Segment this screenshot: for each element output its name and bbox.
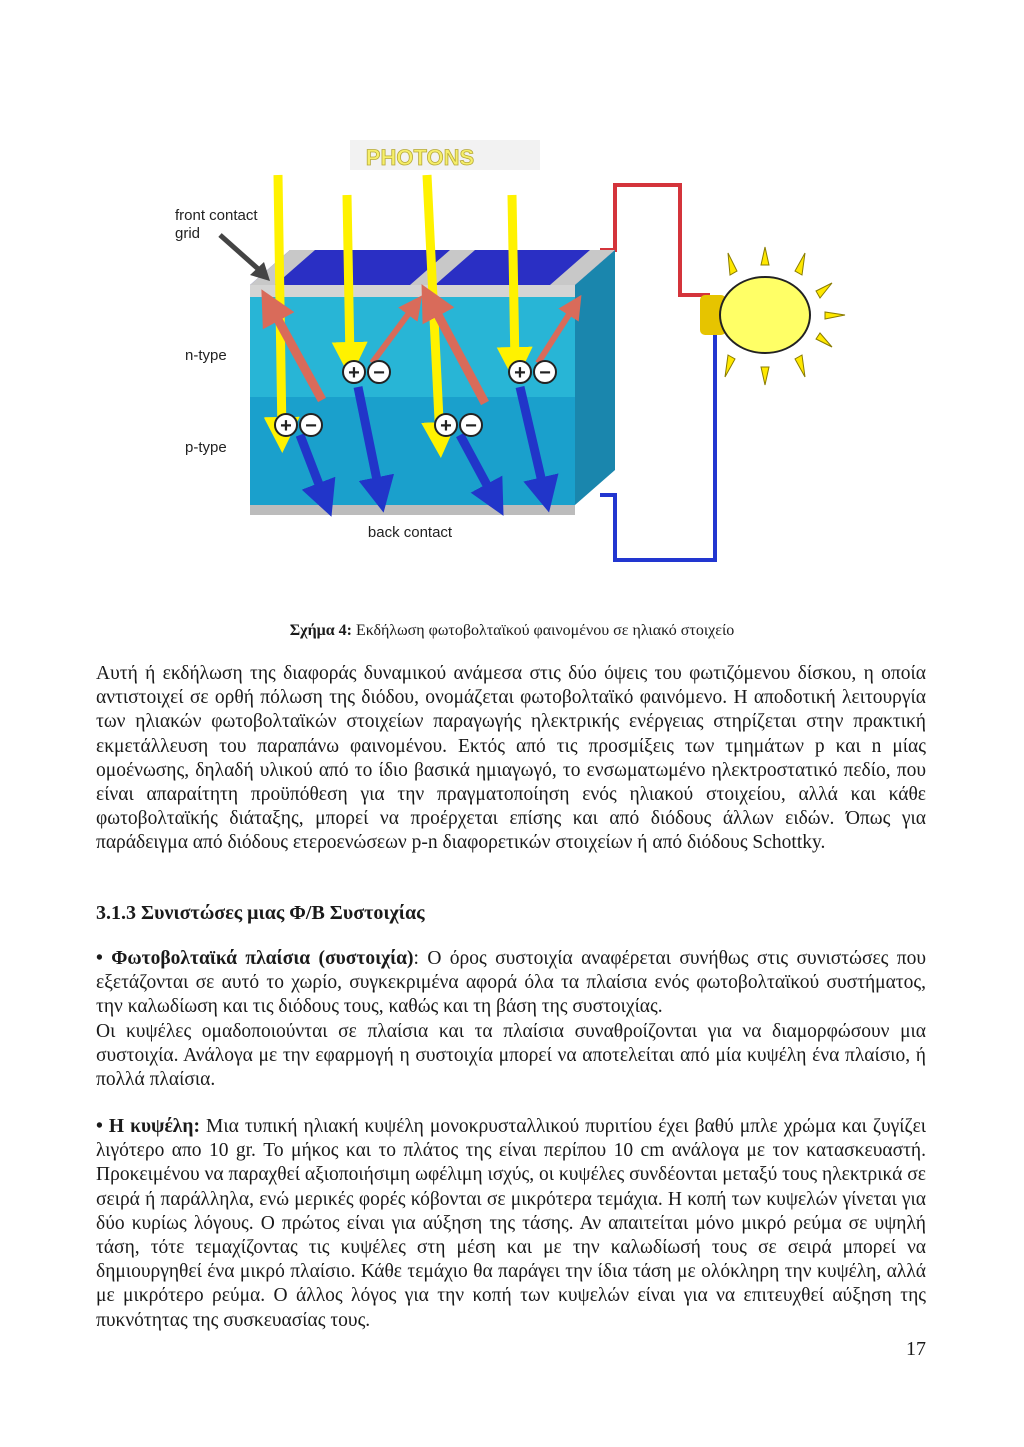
wire-top [600,185,710,295]
minus-sign: − [539,362,551,384]
page-number: 17 [906,1338,926,1360]
plus-sign: + [440,415,452,437]
n-type-label: n-type [185,347,227,364]
photon-arrow [347,195,350,360]
caption-label: Σχήμα 4: [289,622,352,639]
bullet-item-cell [96,1115,926,1333]
grid-front [250,285,575,297]
minus-sign: − [305,415,317,437]
back-contact-plate [250,505,575,515]
figure-caption [0,620,1024,642]
plus-sign: + [514,362,526,384]
plus-sign: + [348,362,360,384]
bullet-label: Φωτοβολταϊκά πλαίσια (συστοιχία) [111,948,414,969]
minus-sign: − [373,362,385,384]
bullet-text: : Ο όρος συστοιχία αναφέρεται συνήθως στις συνιστώσες που εξετάζονται σε αυτό το χωρίο, συγκεκριμένα αφορά όλα τα πλαίσια ενός φωτοβολταϊκού συστήματος, την καλωδίωση και τις διόδους τους, καθώς και τη βάση της συστοιχίας. [96,948,926,1018]
bullet-item-modules [96,947,926,1020]
photon-arrow [278,175,282,435]
p-type-label: p-type [185,439,227,456]
solar-cell-diagram [140,135,860,575]
bullet-text: Μια τυπική ηλιακή κυψέλη μονοκρυσταλλικού πυριτίου έχει βαθύ μπλε χρώμα και ζυγίζει λιγότερο απο 10 gr. Το μήκος και το πλάτος της είναι περίπου 10 cm ανάλογα με τον κατασκευαστή. Προκειμένου να παραχθεί αξιοποιήσιμη ωφέλιμη ισχύς, οι κυψέλες συνδέονται μεταξύ τους ηλεκτρικά σε σειρά ή παράλληλα, ενώ μερικές φορές κόβονται σε μικρότερα τεμάχια. Η κοπή των κυψελών γίνεται για δύο κυρίως λόγους. Ο πρώτος είναι για αύξηση της τάσης. Αν απαιτείται μόνο μικρό ρεύμα σε υψηλή τάση, τότε τεμαχίζοντας τις κυψέλες στη μέση και με την καλωδίωσή τους σε σειρά μπορεί να δημιουργηθεί ένα μικρό πλαίσιο. Κάθε τεμάχιο θα παράγει την ίδια τάση με ολόκληρη την κυψέλη, αλλά με μικρότερο ρεύμα. Ο άλλος λόγος για την κοπή των κυψελών είναι για να επιτευχθεί αύξηση της πυκνότητας της συσκευασίας τους. [96,1116,927,1331]
section-heading: 3.1.3 Συνιστώσες μιας Φ/Β Συστοιχίας [96,902,425,924]
photon-arrow [512,195,515,365]
wire-bottom [600,335,715,560]
body-paragraph: Αυτή ή εκδήλωση της διαφοράς δυναμικού ανάμεσα στις δύο όψεις του φωτιζόμενου δίσκου, η οποία αντιστοιχεί σε ορθή πόλωση της διόδου, ονομάζεται φωτοβολταϊκό φαινόμενο. Η αποδοτική λειτουργία των ηλιακών φωτοβολταϊκών στοιχείων παραγωγής ηλεκτρικής ενέργειας στηρίζεται στην πρακτική εκμετάλλευση του παραπάνω φαινομένου. Εκτός από τις προσμίξεις των τμημάτων p και n μίας ομοένωσης, δηλαδή υλικού από το ίδιο βασικά ημιαγωγό, το ενσωματωμένο ηλεκτροστατικό πεδίο, που είναι απαραίτητη προϋπόθεση για την πραγματοποίηση ενός ηλιακού στοιχείου, αλλά και κάθε φωτοβολταϊκής διάταξης, μπορεί να προέρχεται επίσης και από διόδους άλλων ειδών. Όπως για παράδειγμα από διόδους ετεροενώσεων p-n διαφορετικών στοιχείων ή από διόδους Schottky. [96,663,926,854]
photons-label: PHOTONS [365,145,475,170]
bullet-symbol: • [96,948,103,969]
back-contact-label: back contact [367,524,453,541]
front-contact-label-grid: grid [175,225,201,242]
body-paragraph: Οι κυψέλες ομαδοποιούνται σε πλαίσια και τα πλαίσια συναθροίζονται για να διαμορφώσουν μια συστοιχία. Ανάλογα με την εφαρμογή η συστοιχία μπορεί να αποτελείται από μία κυψέλη ένα πλαίσιο, ή πολλά πλαίσια. [96,1021,926,1091]
bullet-symbol: • [96,1116,103,1137]
front-contact-label: front contact [175,207,258,224]
bullet-label: Η κυψέλη: [108,1116,200,1137]
minus-sign: − [465,415,477,437]
plus-sign: + [280,415,292,437]
side-face [575,250,615,505]
caption-text: Εκδήλωση φωτοβολταϊκού φαινομένου σε ηλιακό στοιχείο [351,622,735,639]
